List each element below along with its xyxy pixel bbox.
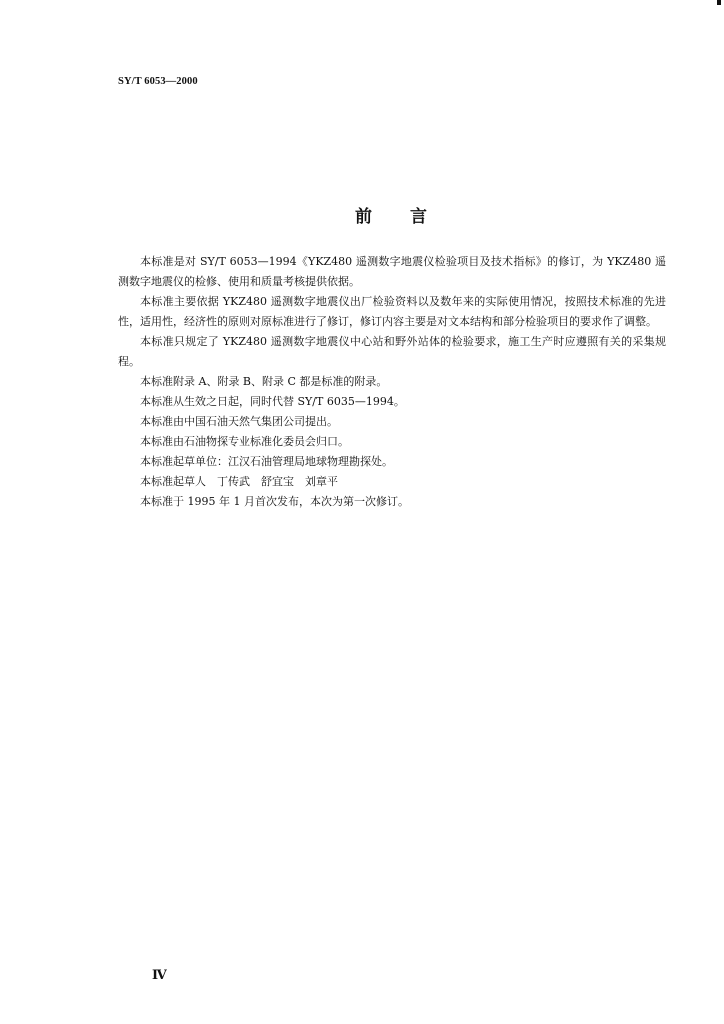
preface-body bbox=[118, 252, 666, 512]
preface-heading-first-char: 前 bbox=[355, 207, 372, 227]
preface-paragraph: 本标准由中国石油天然气集团公司提出。 bbox=[140, 415, 338, 428]
preface-heading-second-char: 言 bbox=[410, 207, 427, 227]
preface-paragraph: 本标准从生效之日起，同时代替 SY/T 6035—1994。 bbox=[140, 395, 405, 408]
preface-heading bbox=[355, 202, 427, 227]
standard-code-header: SY/T 6053—2000 bbox=[118, 76, 198, 87]
preface-paragraph: 本标准主要依据 YKZ480 遥测数字地震仪出厂检验资料以及数年来的实际使用情况，按照技术标准的先进性，适用性，经济性的原则对原标准进行了修订，修订内容主要是对文本结构和部分检验项目的要求作了调整。 bbox=[118, 295, 666, 328]
page-number: Ⅳ bbox=[152, 967, 167, 982]
preface-paragraph: 本标准只规定了 YKZ480 遥测数字地震仪中心站和野外站体的检验要求，施工生产时应遵照有关的采集规程。 bbox=[118, 335, 666, 368]
preface-paragraph: 本标准起草人 丁传武 舒宜宝 刘章平 bbox=[140, 475, 338, 488]
preface-paragraph: 本标准起草单位：江汉石油管理局地球物理勘探处。 bbox=[140, 455, 393, 468]
preface-paragraph: 本标准附录 A、附录 B、附录 C 都是标准的附录。 bbox=[140, 375, 388, 388]
scan-corner-mark bbox=[717, 0, 721, 5]
preface-paragraph: 本标准由石油物探专业标准化委员会归口。 bbox=[140, 435, 349, 448]
preface-paragraph: 本标准于 1995 年 1 月首次发布，本次为第一次修订。 bbox=[140, 495, 409, 508]
preface-paragraph: 本标准是对 SY/T 6053—1994《YKZ480 遥测数字地震仪检验项目及技术指标》的修订，为 YKZ480 遥测数字地震仪的检修、使用和质量考核提供依据。 bbox=[118, 255, 666, 288]
